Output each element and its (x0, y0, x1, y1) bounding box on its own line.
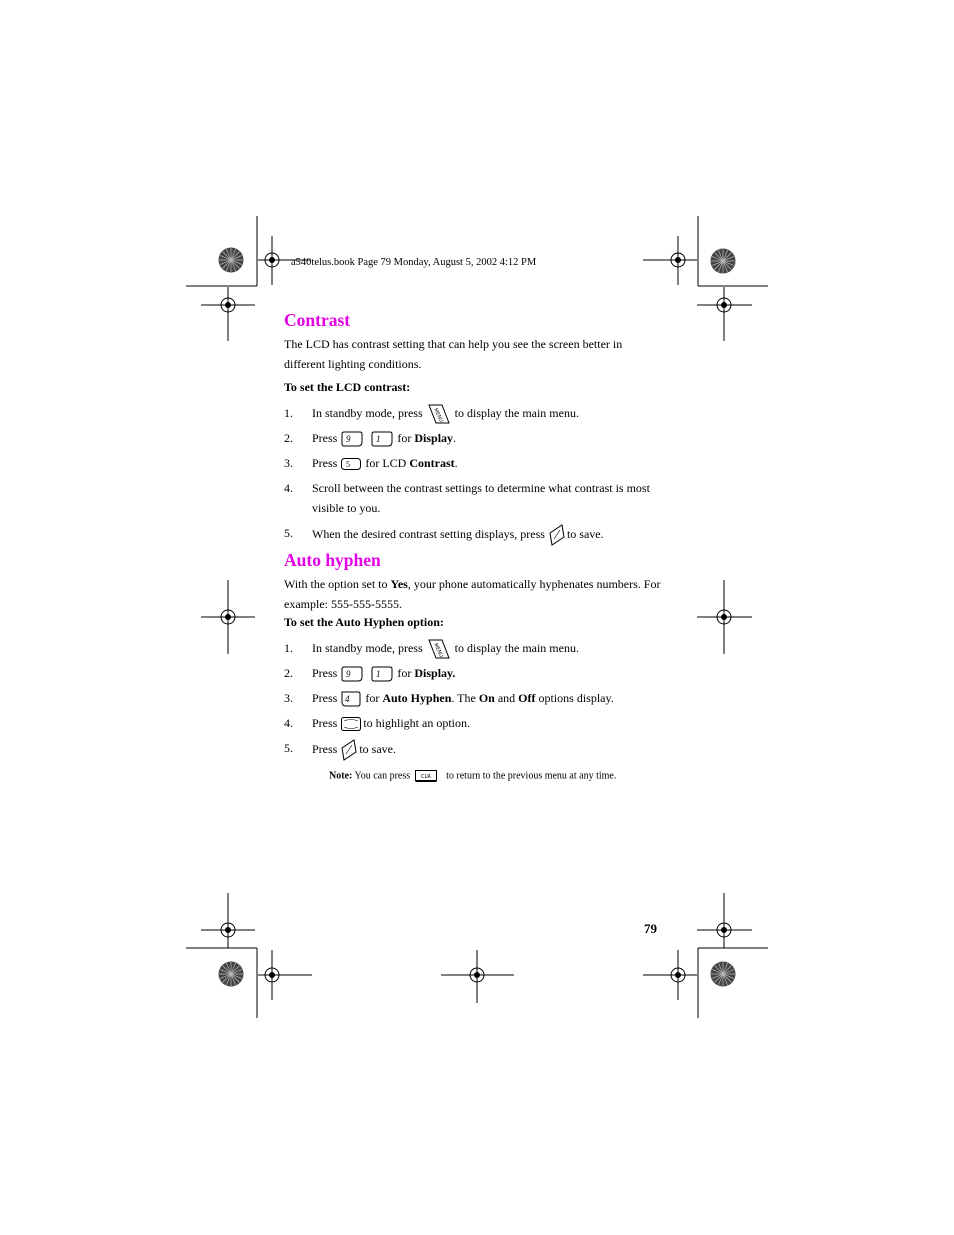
contrast-heading: Contrast (284, 310, 351, 330)
one-key-icon (370, 430, 394, 448)
svg-text:9: 9 (346, 434, 351, 445)
svg-text:1: 1 (376, 669, 381, 680)
nav-key-icon (340, 716, 362, 732)
menu-key-icon (426, 403, 452, 425)
auto-hyphen-subhead: To set the Auto Hyphen option: (284, 615, 444, 629)
one-key-icon (370, 665, 394, 683)
five-key-icon (340, 457, 362, 471)
contrast-subhead: To set the LCD contrast: (284, 380, 411, 394)
svg-text:9: 9 (346, 669, 351, 680)
clr-key-icon (414, 769, 438, 783)
page-number: 79 (644, 921, 657, 936)
menu-key-icon (426, 638, 452, 660)
nine-key-icon (340, 665, 364, 683)
svg-text:MENU: MENU (431, 407, 444, 424)
contrast-intro: The LCD has contrast setting that can help you see the screen better in different lighting conditions. (284, 337, 623, 371)
auto-hyphen-heading: Auto hyphen (284, 550, 381, 570)
svg-text:5: 5 (346, 460, 351, 470)
note: Note: You can press CLR to return to the previous menu at any time. (329, 770, 617, 782)
auto-hyphen-intro: With the option set to Yes, your phone automatically hyphenates numbers. For example: 555-555-5555. (284, 577, 661, 611)
book-header: a540telus.book Page 79 Monday, August 5, 2002 4:12 PM (291, 257, 537, 268)
svg-text:MENU: MENU (431, 642, 444, 659)
svg-text:1: 1 (376, 434, 381, 445)
svg-text:CLR: CLR (421, 774, 431, 780)
ok-key-icon (548, 523, 566, 547)
four-key-icon (340, 690, 362, 708)
nine-key-icon (340, 430, 364, 448)
svg-text:4: 4 (345, 694, 350, 705)
ok-key-icon (340, 738, 358, 762)
